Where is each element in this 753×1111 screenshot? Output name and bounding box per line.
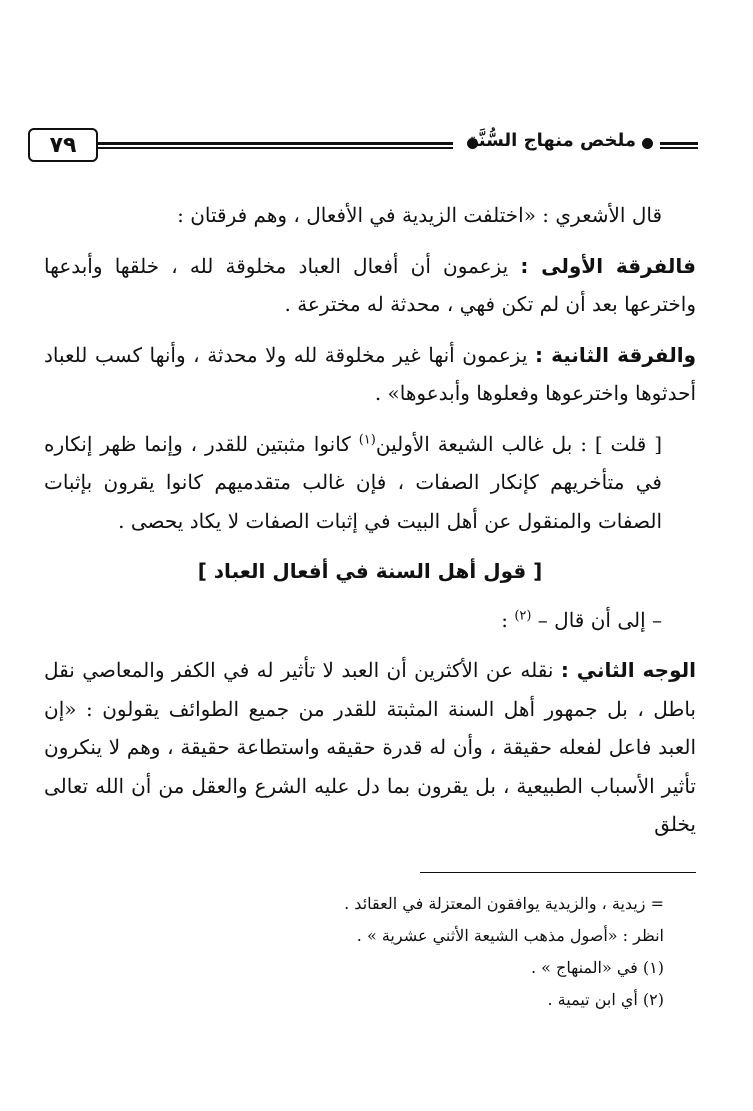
footnote-1: (١) في «المنهاج » . (530, 958, 664, 977)
paragraph-second-sect (44, 336, 696, 413)
paragraph-text: [ قلت ] : بل غالب الشيعة الأولين (375, 431, 662, 456)
running-title: ملخص منهاج السُّنَّة (467, 130, 636, 151)
first-sect-label: فالفرقة الأولى : (520, 253, 696, 278)
body-text (44, 196, 696, 856)
header-bullet-right (642, 138, 653, 149)
paragraph-text: – إلى أن قال – (531, 607, 662, 632)
paragraph-text: يزعمون أن أفعال العباد مخلوقة لله ، خلقها وأبدعها واخترعها بعد أن لم تكن فهي ، محدثة له مخترعة . (44, 253, 696, 316)
footnote-ref-1: (١) (358, 431, 376, 447)
paragraph-first-sect (44, 247, 696, 324)
paragraph-text: : (501, 607, 515, 632)
section-heading: [ قول أهل السنة في أفعال العباد ] (197, 559, 543, 583)
paragraph-text: نقله عن الأكثرين أن العبد لا تأثير له في الكفر والمعاصي نقل باطل ، بل جمهور أهل السنة المثبتة للقدر من جميع الطوائف يقولون : «إن العبد فاعل لفعله حقيقة ، وأن له قدرة حقيقه واستطاعة حقيقة ، وهم لا ينكرون تأثير الأسباب الطبيعية ، بل يقرون بما دل عليه الشرع والعقل من أن الله تعالى يخلق (44, 658, 696, 836)
paragraph-ashari-quote (44, 196, 696, 235)
footnote-ref-2: (٢) (514, 607, 532, 623)
paragraph-qultu (44, 425, 696, 541)
second-sect-label: والفرقة الثانية : (534, 342, 696, 367)
paragraph-second-aspect (44, 651, 696, 844)
footnote-separator (420, 872, 696, 873)
paragraph-text: يزعمون أنها غير مخلوقة لله ولا محدثة ، وأنها كسب للعباد أحدثوها واخترعوها وفعلوها وأبدعوها» . (44, 342, 696, 405)
footnotes (44, 888, 664, 1016)
paragraph-ila-an-qal (44, 601, 696, 640)
header-rule-short (660, 142, 698, 149)
page-header (24, 126, 714, 172)
header-rule-long (98, 142, 453, 149)
page-number: ٧٩ (28, 128, 98, 162)
paragraph-text: قال الأشعري : «اختلفت الزيدية في الأفعال ، وهم فرقتان : (177, 203, 662, 227)
footnote-continued-ref: انظر : «أصول مذهب الشيعة الأثني عشرية » . (356, 926, 664, 945)
paragraph-text: كانوا مثبتين للقدر ، وإنما ظهر إنكاره في متأخريهم كإنكار الصفات ، فإن غالب متقدميهم كانوا يقرون بإثبات الصفات والمنقول عن أهل البيت في إثبات الصفات لا يكاد يحصى . (44, 431, 662, 533)
footnote-continued: = زيدية ، والزيدية يوافقون المعتزلة في العقائد . (344, 894, 664, 913)
second-aspect-label: الوجه الثاني : (560, 658, 697, 682)
footnote-2: (٢) أي ابن تيمية . (547, 990, 664, 1009)
